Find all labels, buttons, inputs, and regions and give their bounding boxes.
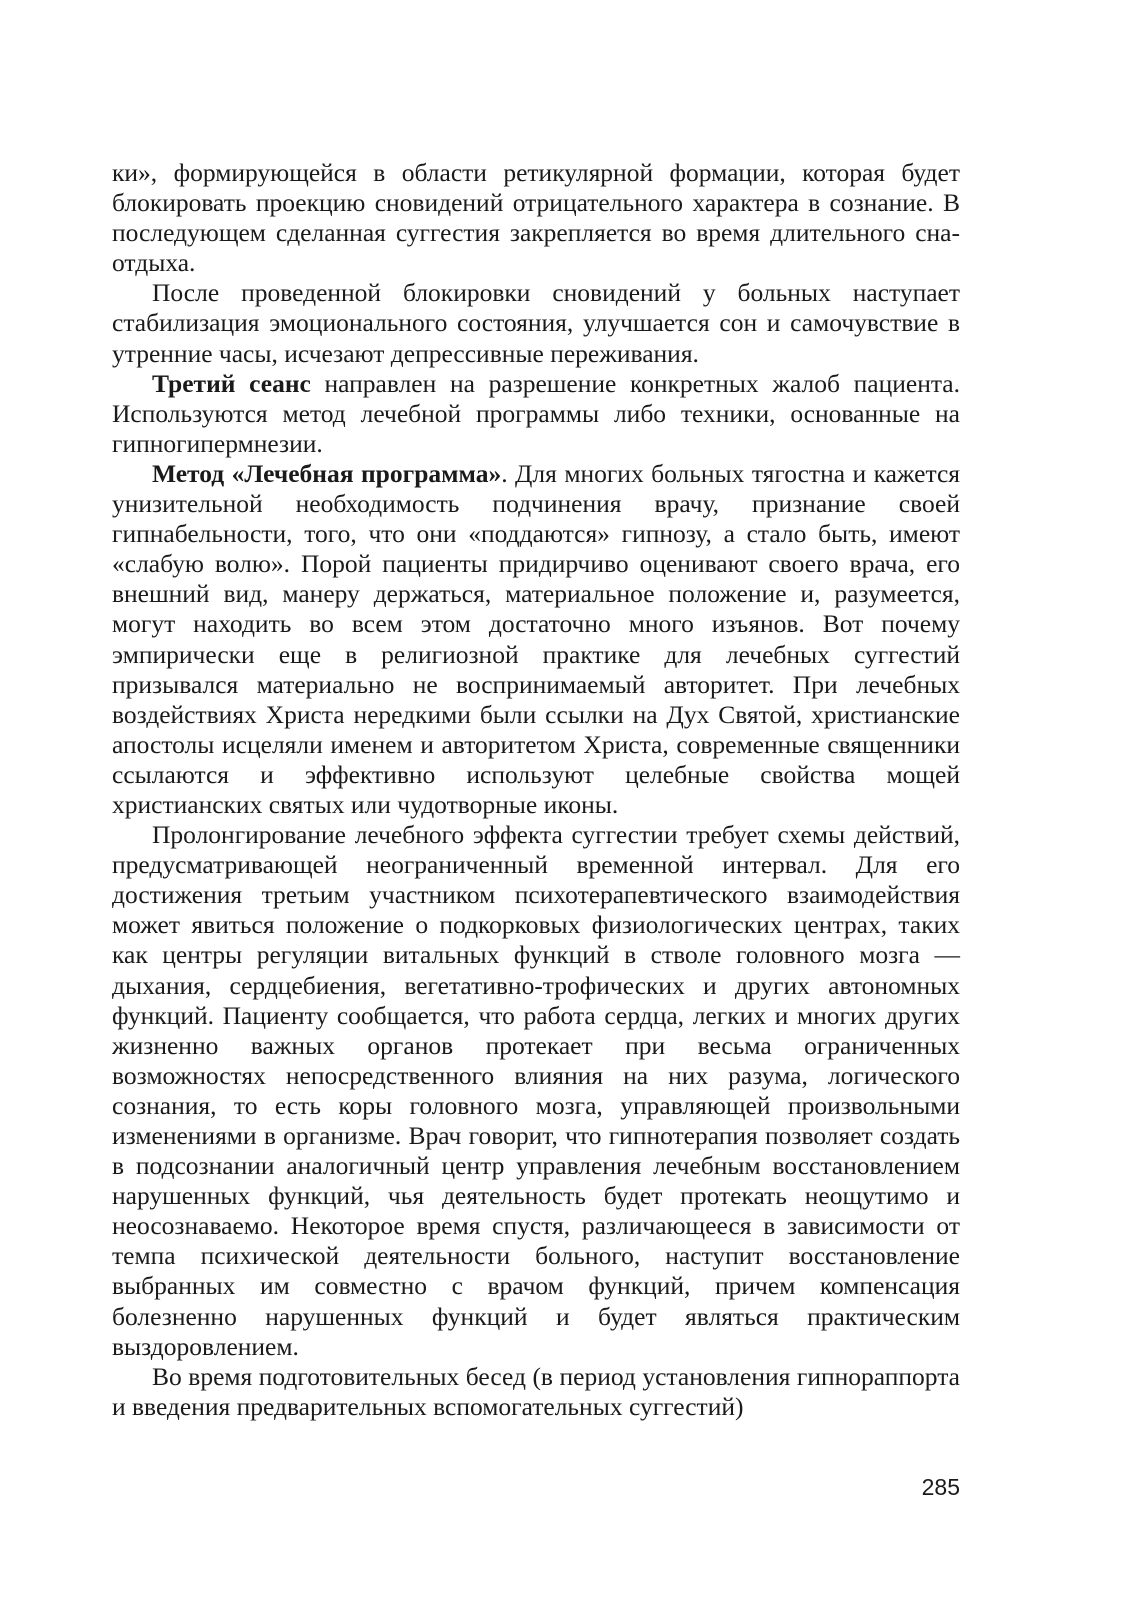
text-run: Пролонгирование лечебного эффекта суггестии требует схемы действий, предусматривающей неограниченный временной интервал. Для его достижения третьим участником психотерапевтического взаимодействия может явиться положение о подкорковых физиологических центрах, таких как центры регуляции витальных функций в стволе головного мозга — дыхания, сердцебиения, вегетативно-трофических и других автономных функций. Пациенту сообщается, что работа сердца, легких и многих других жизненно важных органов протекает при весьма ограниченных возможностях непосредственного влияния на них разума, логического сознания, то есть коры головного мозга, управляющей произвольными изменениями в организме. Врач говорит, что гипнотерапия позволяет создать в подсознании аналогичный центр управления лечебным восстановлением нарушенных функций, чья деятельность будет протекать неощутимо и неосознаваемо. Некоторое время спустя, различающееся в зависимости от темпа психической деятельности больного, наступит восстановление выбранных им совместно с врачом функций, причем компенсация болезненно нарушенных функций и будет являться практическим выздоровлением. [112,820,960,1361]
paragraph [112,1362,960,1422]
paragraph [112,278,960,368]
text-run: После проведенной блокировки сновидений у больных наступает стабилизация эмоционального состояния, улучшается сон и самочувствие в утренние часы, исчезают депрессивные переживания. [112,278,960,368]
paragraph [112,459,960,820]
text-run: ки», формирующейся в области ретикулярной формации, которая будет блокировать проекцию сновидений отрицательного характера в сознание. В последующем сделанная суггестия закрепляется во время длительного сна-отдыха. [112,158,960,278]
page-number: 285 [921,1474,960,1500]
paragraph [112,820,960,1362]
paragraph [112,158,960,278]
paragraph [112,369,960,459]
bold-run: Метод «Лечебная программа» [152,458,502,488]
body-text [112,158,960,1422]
text-run: Во время подготовительных бесед (в период установления гипнораппорта и введения предварительных вспомогательных суггестий) [112,1361,960,1421]
bold-run: Третий сеанс [152,368,311,398]
text-run: . Для многих больных тягостна и кажется унизительной необходимость подчинения врачу, признание своей гипнабельности, того, что они «поддаются» гипнозу, а стало быть, имеют «слабую волю». Порой пациенты придирчиво оценивают своего врача, его внешний вид, манеру держаться, материальное положение и, разумеется, могут находить во всем этом достаточно много изъянов. Вот почему эмпирически еще в религиозной практике для лечебных суггестий призывался материально не воспринимаемый авторитет. При лечебных воздействиях Христа нередкими были ссылки на Дух Святой, христианские апостолы исцеляли именем и авторитетом Христа, современные священники ссылаются и эффективно используют целебные свойства мощей христианских святых или чудотворные иконы. [112,458,960,819]
text-run: направлен на разрешение конкретных жалоб пациента. Используются метод лечебной программы либо техники, основанные на гипногипермнезии. [112,368,961,458]
